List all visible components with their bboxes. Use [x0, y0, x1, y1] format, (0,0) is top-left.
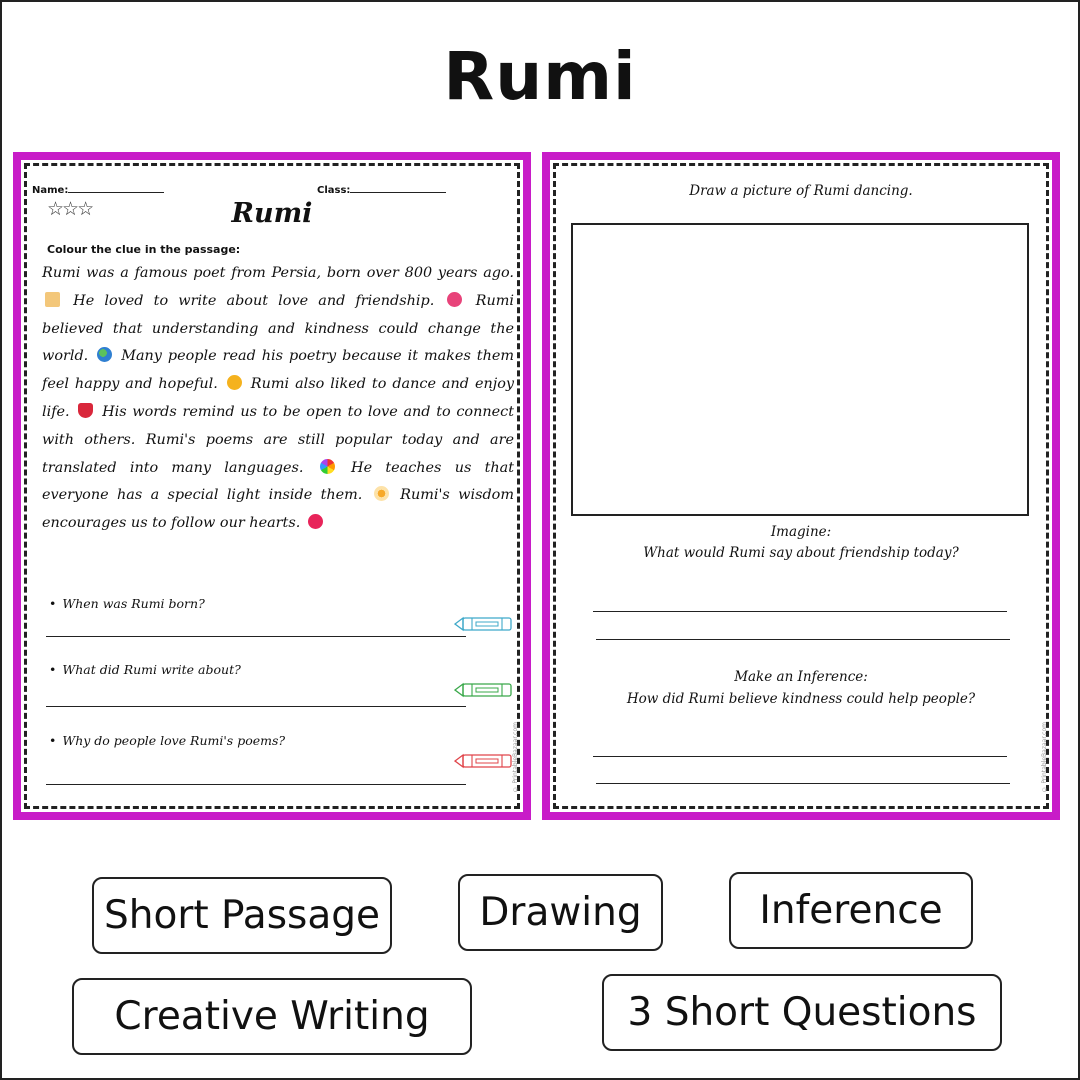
copyright-note: © PrintableBazaar.com — [1041, 721, 1048, 792]
name-label: Name: — [32, 185, 69, 196]
star-rating: ☆☆☆ — [47, 198, 93, 220]
sun-rays-icon — [374, 486, 389, 501]
scroll-icon — [45, 292, 60, 307]
activity-preview — [542, 152, 1060, 820]
passage-sentence: Rumi believed that understanding and kindness could change the world. — [42, 292, 514, 365]
question-3: • Why do people love Rumi's poems? — [49, 733, 286, 748]
worksheet-preview — [13, 152, 531, 820]
writing-line[interactable] — [596, 783, 1010, 784]
passage-sentence: He loved to write about love and friendship. — [73, 292, 435, 309]
question-1: • When was Rumi born? — [49, 596, 205, 611]
writing-line[interactable] — [596, 639, 1010, 640]
inference-question: How did Rumi believe kindness could help people? — [626, 691, 976, 707]
sun-icon — [227, 375, 242, 390]
question-2: • What did Rumi write about? — [49, 662, 241, 677]
dancer-icon — [78, 403, 93, 418]
tag-inference: Inference — [729, 872, 973, 949]
answer-line[interactable] — [46, 636, 466, 637]
passage-sentence: Rumi's wisdom encourages us to follow our hearts. — [42, 487, 514, 532]
rainbow-icon — [320, 459, 335, 474]
drawing-box[interactable] — [571, 223, 1029, 516]
sparkling-heart-icon — [447, 292, 462, 307]
passage-sentence: Many people read his poetry because it makes them feel happy and hopeful. — [42, 348, 515, 393]
activity-page — [550, 160, 1052, 812]
answer-line[interactable] — [46, 784, 466, 785]
writing-line[interactable] — [593, 611, 1007, 612]
green-crayon-icon — [454, 682, 514, 698]
tag-3-short-questions: 3 Short Questions — [602, 974, 1002, 1051]
instruction-text: Colour the clue in the passage: — [47, 243, 241, 256]
tag-creative-writing: Creative Writing — [72, 978, 472, 1055]
class-blank — [350, 184, 446, 193]
writing-line[interactable] — [593, 756, 1007, 757]
imagine-label: Imagine: — [770, 524, 832, 540]
answer-line[interactable] — [46, 706, 466, 707]
heart-icon — [308, 514, 323, 529]
tag-drawing: Drawing — [458, 874, 663, 951]
worksheet-page — [21, 160, 523, 812]
copyright-note: © PrintableBazaar.com — [512, 721, 519, 792]
worksheet-title: Rumi — [231, 198, 313, 229]
red-crayon-icon — [454, 753, 514, 769]
blue-crayon-icon — [454, 616, 514, 632]
draw-prompt: Draw a picture of Rumi dancing. — [689, 183, 913, 199]
name-blank — [68, 184, 164, 193]
reading-passage — [42, 260, 514, 538]
globe-icon — [97, 347, 112, 362]
passage-sentence: His words remind us to be open to love and to connect with others. Rumi's poems are still popular today and are translated into many languages. — [42, 403, 514, 476]
tag-short-passage: Short Passage — [92, 877, 392, 954]
class-field — [317, 184, 446, 196]
passage-sentence: He teaches us that everyone has a special light inside them. — [42, 459, 515, 504]
class-label: Class: — [317, 185, 351, 196]
passage-sentence: Rumi also liked to dance and enjoy life. — [42, 376, 515, 420]
name-field — [32, 184, 164, 196]
imagine-question: What would Rumi say about friendship today? — [643, 545, 959, 561]
inference-label: Make an Inference: — [734, 669, 868, 685]
passage-sentence: Rumi was a famous poet from Persia, born over 800 years ago. — [42, 265, 514, 281]
page-title: Rumi — [443, 38, 637, 115]
